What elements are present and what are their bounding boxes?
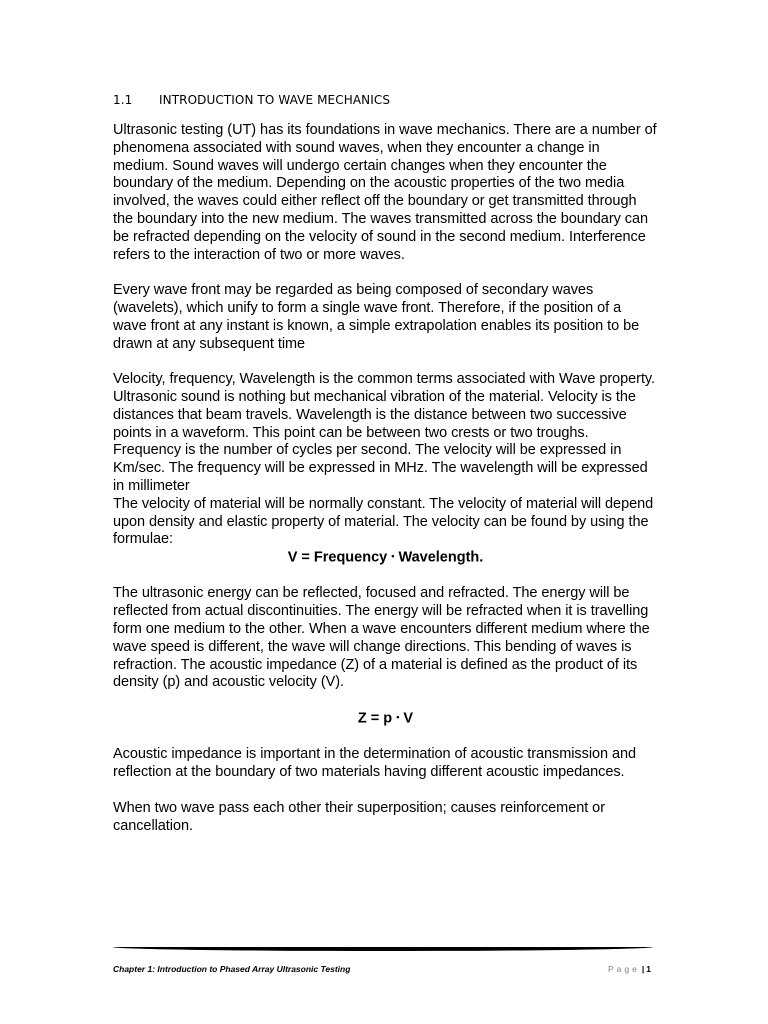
multiply-dot: • [396,712,400,723]
paragraph-1: Ultrasonic testing (UT) has its foundations in wave mechanics. There are a number of phenomena associated with sound waves, when they encounter a change in medium. Sound waves will undergo certain changes when they encounter the boundary of the medium. Depending on the acoustic properties of the two media involved, the waves could either reflect off the boundary or get transmitted through the boundary into the new medium. The waves transmitted across the boundary can be refracted depending on the velocity of sound in the second medium. Interference refers to the interaction of two or more waves. [113,122,657,263]
velocity-formula-left: V = Frequency [287,549,388,566]
footer-chapter-title: Chapter 1: Introduction to Phased Array Ultrasonic Testing [113,964,351,974]
impedance-formula-left: Z = p [357,710,393,727]
impedance-formula [113,710,658,729]
paragraph-3: Velocity, frequency, Wavelength is the common terms associated with Wave property. Ultrasonic sound is nothing but mechanical vibration of the material. Velocity is the distances that beam travels. Wavelength is the distance between two successive points in a waveform. This point can be between two crests or two troughs. Frequency is the number of cycles per second. The velocity will be expressed in Km/sec. The frequency will be expressed in MHz. The wavelength will be expressed in millimeter [113,371,656,494]
velocity-formula-right: Wavelength. [398,549,484,566]
impedance-formula-right: V [403,710,414,727]
page-label: Page [608,964,640,974]
section-title: INTRODUCTION TO WAVE MECHANICS [159,93,391,107]
multiply-dot: • [391,551,395,562]
document-body [113,92,658,835]
page-number: 1 [646,964,651,974]
paragraph-7: When two wave pass each other their superposition; causes reinforcement or cancellation. [113,799,605,834]
section-heading [113,92,658,108]
paragraph-2: Every wave front may be regarded as being composed of secondary waves (wavelets), which unify to form a single wave front. Therefore, if the position of a wave front at any instant is known, a simple extrapolation enables its position to be drawn at any subsequent time [113,282,640,352]
velocity-formula [113,549,658,568]
footer-divider [113,947,653,951]
footer-page-indicator [608,964,651,974]
page-separator: | [641,964,645,974]
paragraph-5: The ultrasonic energy can be reflected, focused and refracted. The energy will be reflected from actual discontinuities. The energy will be refracted when it is travelling form one medium to the other. When a wave encounters different medium where the wave speed is different, the wave will change directions. This bending of waves is refraction. The acoustic impedance (Z) of a material is defined as the product of its density (p) and acoustic velocity (V). [113,585,650,691]
paragraph-4: The velocity of material will be normally constant. The velocity of material will depend upon density and elastic property of material. The velocity can be found by using the formulae: [113,495,654,548]
section-number: 1.1 [113,93,133,107]
paragraph-6: Acoustic impedance is important in the determination of acoustic transmission and reflection at the boundary of two materials having different acoustic impedances. [113,746,637,781]
